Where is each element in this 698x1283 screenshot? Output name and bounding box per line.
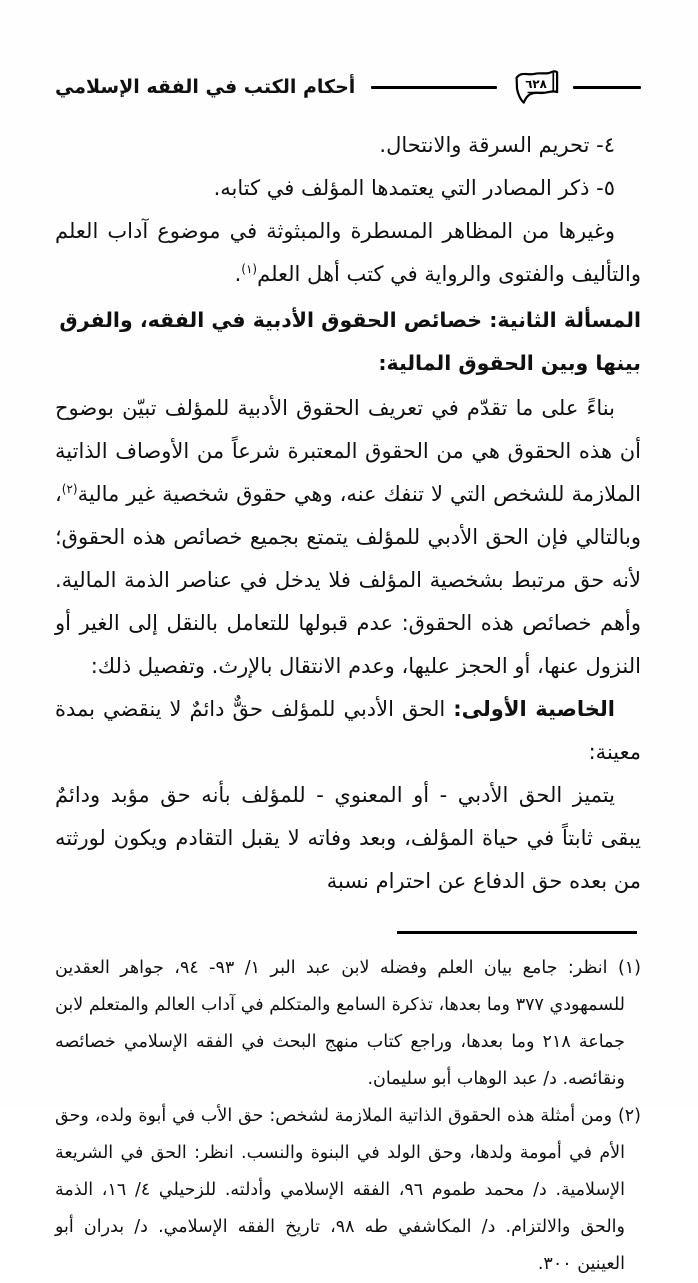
paragraph-perpetual-right: يتميز الحق الأدبي - أو المعنوي - للمؤلف بأنه حق مؤبد ودائمٌ يبقى ثابتاً في حياة المؤلف، وبعد وفاته لا يقبل التقادم ويكون لورثته من بعده حق الدفاع عن احترام نسبة — [55, 783, 641, 893]
flag-banner-icon — [509, 66, 563, 108]
footnote-2-text: ومن أمثلة هذه الحقوق الذاتية الملازمة لشخص: حق الأب في أبوة ولده، وحق الأم في أمومة ولدها، وحق الولد في البنوة والنسب. انظر: الحق في الشريعة الإسلامية. د/ محمد طموم ٩٦، الفقه الإسلامي وأدلته. للزحيلي ٤/ ١٦، الذمة والحق والالتزام. د/ المكاشفي طه ٩٨، تاريخ الفقه الإسلامي. د/ بدران أبو العينين ٣٠٠. — [55, 1106, 625, 1274]
paragraph-text: بناءً على ما تقدّم في تعريف الحقوق الأدبية للمؤلف تبيّن بوضوح أن هذه الحقوق هي من الحقوق المعتبرة شرعاً من الأوصاف الذاتية الملازمة للشخص التي لا تنفك عنه، وهي حقوق شخصية غير مالية — [55, 396, 641, 506]
footnote-1 — [55, 950, 641, 1098]
footnote-ref-2: (٢) — [61, 482, 78, 496]
property-heading-rest: الحق الأدبي للمؤلف حقٌّ دائمٌ لا ينقضي بمدة معينة: — [55, 697, 641, 764]
footnote-1-marker: (١) — [617, 958, 641, 978]
footnote-2 — [55, 1098, 641, 1283]
paragraph-text-after: ، وبالتالي فإن الحق الأدبي للمؤلف يتمتع بجميع خصائص هذه الحقوق؛ لأنه حق مرتبط بشخصية المؤلف فلا يدخل في عناصر الذمة المالية. وأهم خصائص هذه الحقوق: عدم قبولها للتعامل بالنقل إلى الغير أو النزول عنها، أو الحجز عليها، وعدم الانتقال بالإرث. وتفصيل ذلك: — [55, 482, 641, 678]
section-heading: المسألة الثانية: خصائص الحقوق الأدبية في الفقه، والفرق بينها وبين الحقوق المالية: — [59, 308, 641, 375]
header-rule-right — [573, 86, 641, 89]
numbered-item-4: ٤- تحريم السرقة والانتحال. — [379, 133, 615, 157]
footnote-ref-1: (١) — [241, 262, 258, 276]
property-heading-lead: الخاصية الأولى: — [453, 697, 616, 721]
footnote-2-marker: (٢) — [617, 1106, 641, 1126]
property-heading-line — [55, 688, 641, 774]
page-body — [55, 124, 641, 903]
header-rule-left — [371, 86, 497, 89]
footnote-separator — [397, 931, 637, 934]
intro-paragraph — [55, 210, 641, 296]
paragraph-characteristics — [55, 387, 641, 688]
page-header — [55, 62, 641, 112]
page-number: ٦٢٨ — [525, 76, 547, 91]
book-title: أحكام الكتب في الفقه الإسلامي — [55, 76, 356, 98]
footnote-1-text: انظر: جامع بيان العلم وفضله لابن عبد البر ١/ ٩٣- ٩٤، جواهر العقدين للسمهودي ٣٧٧ وما بعدها، تذكرة السامع والمتكلم في آداب العالم والمتعلم لابن جماعة ٢١٨ وما بعدها، وراجع كتاب منهج البحث في الفقه الإسلامي خصائصه ونقائصه. د/ عبد الوهاب أبو سليمان. — [55, 958, 626, 1089]
footnotes — [55, 950, 641, 1283]
intro-text-after: . — [234, 262, 242, 286]
page-number-badge — [509, 66, 563, 108]
numbered-item-5: ٥- ذكر المصادر التي يعتمدها المؤلف في كتابه. — [213, 176, 615, 200]
intro-text: وغيرها من المظاهر المسطرة والمبثوثة في موضوع آداب العلم والتأليف والفتوى والرواية في كتب أهل العلم — [55, 219, 641, 286]
